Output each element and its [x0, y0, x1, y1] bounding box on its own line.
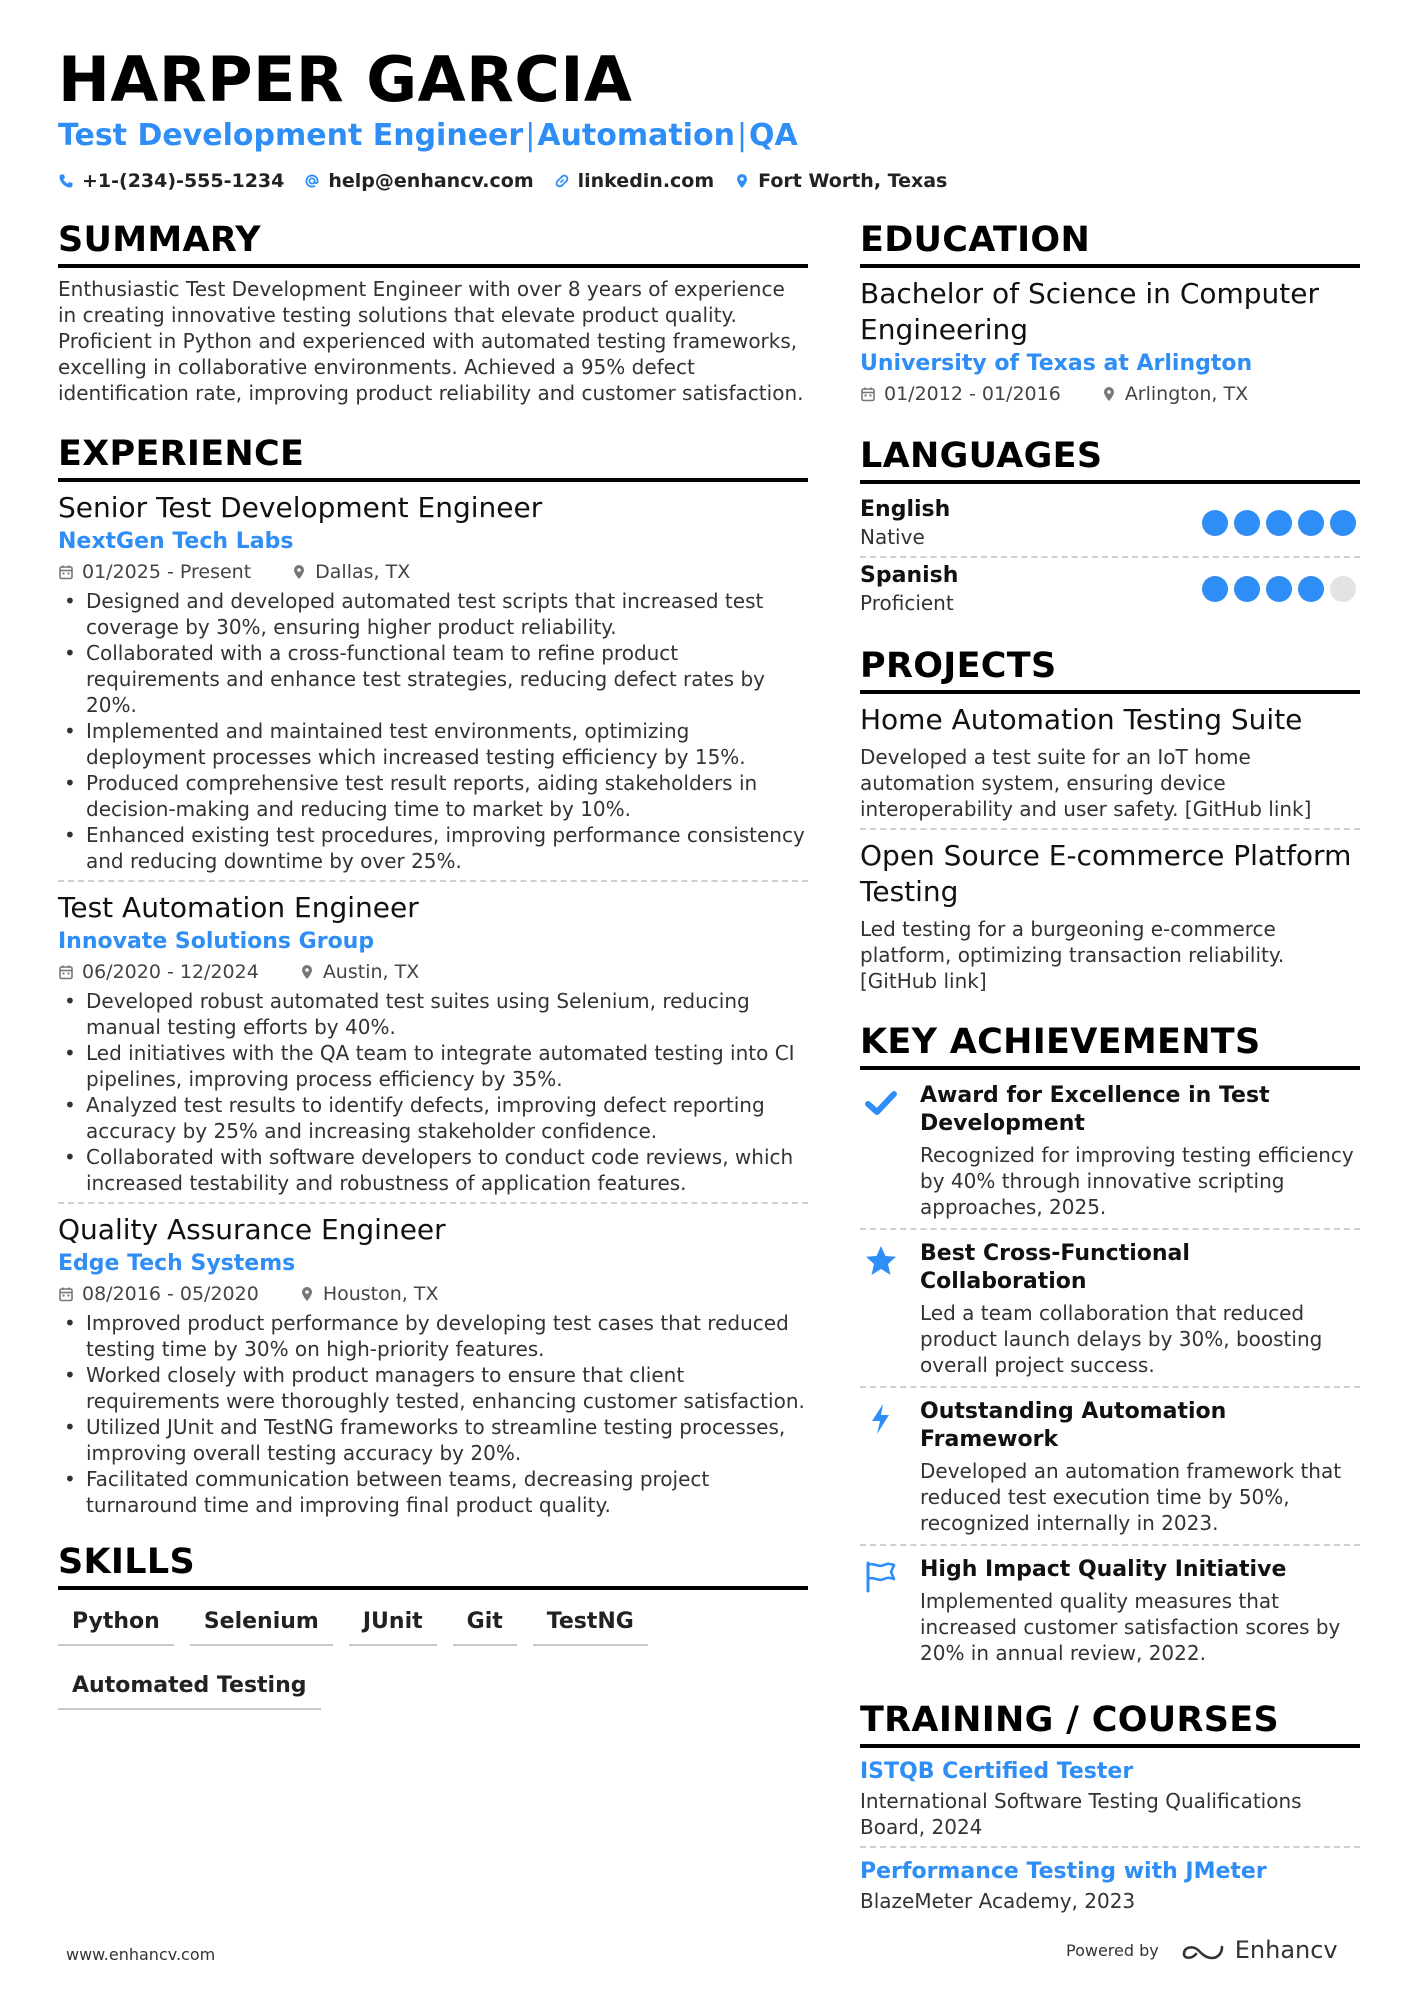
- company-name: Innovate Solutions Group: [58, 929, 375, 954]
- check-icon: [864, 1086, 898, 1120]
- headline-part: QA: [749, 118, 798, 153]
- link-icon: [554, 173, 570, 189]
- language-name: Spanish: [860, 563, 959, 588]
- job-location: [291, 558, 410, 586]
- location-pin-icon: [299, 964, 315, 980]
- achievement-item: [860, 1236, 1360, 1384]
- education-dates: [860, 380, 1061, 408]
- job-dates: [58, 958, 259, 986]
- enhancv-logo-icon: [1181, 1938, 1227, 1962]
- contact-location: [734, 168, 947, 194]
- project-title: Home Automation Testing Suite: [860, 703, 1303, 736]
- achievement-title: Outstanding Automation Framework: [920, 1399, 1227, 1452]
- skill-tag: Git: [453, 1598, 517, 1646]
- brand-logo[interactable]: [1181, 1936, 1338, 1964]
- skills-list: [58, 1598, 678, 1726]
- headline-part: Test Development Engineer: [58, 118, 524, 153]
- achievement-description: Implemented quality measures that increased customer satisfaction scores by 20% in annual review, 2022.: [920, 1589, 1341, 1665]
- experience-heading: EXPERIENCE: [58, 432, 808, 482]
- course-description: International Software Testing Qualifications Board, 2024: [860, 1789, 1302, 1839]
- skill-tag: Automated Testing: [58, 1662, 321, 1710]
- achievement-description: Developed an automation framework that reduced test execution time by 50%, recognized internally in 2023.: [920, 1459, 1342, 1535]
- project-title: Open Source E-commerce Platform Testing: [860, 839, 1352, 908]
- company-name: Edge Tech Systems: [58, 1251, 296, 1276]
- calendar-icon: [58, 1286, 74, 1302]
- location-text: Fort Worth, Texas: [758, 170, 948, 192]
- summary-text: Enthusiastic Test Development Engineer with over 8 years of experience in creating innovative testing solutions that elevate product quality. Proficient in Python and experienced with automated testing frameworks, excelling in collaborative environments. Achieved a 95% defect identification rate, improving product reliability and customer satisfaction.: [58, 277, 804, 405]
- bullet-item: • Enhanced existing test procedures, improving performance consistency and reducing downtime by over 25%.: [58, 822, 808, 874]
- skill-tag: TestNG: [533, 1598, 648, 1646]
- divider: [860, 1228, 1360, 1230]
- brand-name: Enhancv: [1234, 1936, 1338, 1964]
- course-title: Performance Testing with JMeter: [860, 1859, 1267, 1884]
- achievement-item: [860, 1078, 1360, 1226]
- education-location-text: Arlington, TX: [1124, 383, 1249, 405]
- summary-heading: SUMMARY: [58, 218, 808, 268]
- skill-tag: Python: [58, 1598, 174, 1646]
- achievement-description: Led a team collaboration that reduced product launch delays by 30%, boosting overall project success.: [920, 1301, 1323, 1377]
- rating-dot: [1298, 576, 1324, 602]
- achievement-item: [860, 1552, 1360, 1672]
- powered-by-text: Powered by: [1066, 1940, 1159, 1960]
- divider: [860, 1386, 1360, 1388]
- rating-dot: [1298, 510, 1324, 536]
- education-dates-text: 01/2012 - 01/2016: [884, 383, 1061, 405]
- achievement-description: Recognized for improving testing efficiency by 40% through innovative scripting approaches, 2025.: [920, 1143, 1354, 1219]
- headline-separator: |: [736, 118, 748, 153]
- achievement-title: Best Cross-Functional Collaboration: [920, 1241, 1190, 1294]
- experience-entry: [58, 1212, 808, 1518]
- skill-tag: Selenium: [190, 1598, 333, 1646]
- candidate-name: HARPER GARCIA: [58, 43, 633, 116]
- skill-tag: JUnit: [349, 1598, 437, 1646]
- contact-linkedin[interactable]: [554, 168, 715, 194]
- divider: [58, 1202, 808, 1204]
- right-column: [860, 218, 1360, 1914]
- language-level: Proficient: [860, 591, 954, 615]
- job-dates: [58, 1280, 259, 1308]
- course-description: BlazeMeter Academy, 2023: [860, 1889, 1136, 1913]
- contact-bar: [58, 168, 947, 194]
- lightning-icon: [864, 1402, 898, 1436]
- language-level: Native: [860, 525, 925, 549]
- skills-heading: SKILLS: [58, 1540, 808, 1590]
- language-rating: [1202, 510, 1356, 536]
- project-description: Led testing for a burgeoning e-commerce platform, optimizing transaction reliability. [GitHub link]: [860, 917, 1285, 993]
- job-dates-text: 06/2020 - 12/2024: [82, 961, 259, 983]
- bullet-item: • Analyzed test results to identify defects, improving defect reporting accuracy by 25% and increasing stakeholder confidence.: [58, 1092, 808, 1144]
- rating-dot: [1202, 576, 1228, 602]
- flag-icon: [864, 1560, 898, 1594]
- job-title: Quality Assurance Engineer: [58, 1213, 446, 1246]
- education-meta: [860, 380, 1360, 408]
- job-bullets: [58, 1310, 808, 1518]
- achievements-heading: KEY ACHIEVEMENTS: [860, 1020, 1360, 1070]
- footer-website[interactable]: www.enhancv.com: [66, 1945, 216, 1964]
- bullet-item: • Implemented and maintained test environments, optimizing deployment processes which increased testing efficiency by 15%.: [58, 718, 808, 770]
- headline-part: Automation: [537, 118, 735, 153]
- contact-email[interactable]: [304, 168, 533, 194]
- project-description: Developed a test suite for an IoT home automation system, ensuring device interoperability and user safety. [GitHub link]: [860, 745, 1312, 821]
- location-pin-icon: [291, 564, 307, 580]
- education-location: [1101, 380, 1248, 408]
- divider: [860, 1544, 1360, 1546]
- languages-heading: LANGUAGES: [860, 434, 1360, 484]
- job-location-text: Houston, TX: [322, 1283, 439, 1305]
- job-meta: [58, 558, 808, 586]
- location-pin-icon: [299, 1286, 315, 1302]
- job-title: Test Automation Engineer: [58, 891, 419, 924]
- email-text: help@enhancv.com: [328, 170, 534, 192]
- bullet-item: • Developed robust automated test suites using Selenium, reducing manual testing efforts by 40%.: [58, 988, 808, 1040]
- divider: [860, 1846, 1360, 1848]
- bullet-item: • Improved product performance by developing test cases that reduced testing time by 30% on high-priority features.: [58, 1310, 808, 1362]
- calendar-icon: [860, 386, 876, 402]
- achievement-title: Award for Excellence in Test Development: [920, 1083, 1270, 1136]
- language-item: [860, 558, 1360, 622]
- projects-heading: PROJECTS: [860, 644, 1360, 694]
- rating-dot: [1266, 576, 1292, 602]
- rating-dot: [1266, 510, 1292, 536]
- language-rating: [1202, 576, 1356, 602]
- training-heading: TRAINING / COURSES: [860, 1698, 1360, 1748]
- rating-dot: [1330, 510, 1356, 536]
- company-name: NextGen Tech Labs: [58, 529, 294, 554]
- job-location-text: Austin, TX: [322, 961, 420, 983]
- star-icon: [864, 1244, 898, 1278]
- headline-separator: |: [525, 118, 536, 153]
- location-pin-icon: [1101, 386, 1117, 402]
- job-dates: [58, 558, 251, 586]
- achievement-title: High Impact Quality Initiative: [920, 1557, 1287, 1582]
- rating-dot: [1202, 510, 1228, 536]
- headline: [58, 116, 798, 156]
- rating-dot: [1234, 510, 1260, 536]
- bullet-item: • Facilitated communication between teams, decreasing project turnaround time and improving final product quality.: [58, 1466, 808, 1518]
- job-dates-text: 01/2025 - Present: [82, 561, 252, 583]
- bullet-item: • Designed and developed automated test scripts that increased test coverage by 30%, ensuring higher product reliability.: [58, 588, 808, 640]
- phone-icon: [58, 173, 74, 189]
- contact-phone[interactable]: [58, 168, 284, 194]
- project-item: [860, 838, 1360, 994]
- left-column: [58, 218, 808, 1726]
- divider: [860, 828, 1360, 830]
- course-item: [860, 1856, 1360, 1914]
- job-meta: [58, 1280, 808, 1308]
- bullet-item: • Utilized JUnit and TestNG frameworks to streamline testing processes, improving overall testing accuracy by 20%.: [58, 1414, 808, 1466]
- course-item: [860, 1756, 1360, 1840]
- degree: Bachelor of Science in Computer Engineering: [860, 277, 1320, 346]
- job-meta: [58, 958, 808, 986]
- education-heading: EDUCATION: [860, 218, 1360, 268]
- language-name: English: [860, 497, 951, 522]
- achievement-item: [860, 1394, 1360, 1542]
- job-bullets: [58, 588, 808, 874]
- bullet-item: • Worked closely with product managers to ensure that client requirements were thoroughly tested, enhancing customer satisfaction.: [58, 1362, 808, 1414]
- divider: [58, 880, 808, 882]
- language-item: [860, 492, 1360, 556]
- experience-entry: [58, 890, 808, 1196]
- bullet-item: • Led initiatives with the QA team to integrate automated testing into CI pipelines, improving process efficiency by 35%.: [58, 1040, 808, 1092]
- rating-dot: [1234, 576, 1260, 602]
- linkedin-text: linkedin.com: [577, 170, 715, 192]
- job-location-text: Dallas, TX: [315, 561, 411, 583]
- bullet-item: • Collaborated with software developers to conduct code reviews, which increased testability and robustness of application features.: [58, 1144, 808, 1196]
- job-location: [299, 958, 419, 986]
- bullet-item: • Produced comprehensive test result reports, aiding stakeholders in decision-making and reducing time to market by 10%.: [58, 770, 808, 822]
- school-name: University of Texas at Arlington: [860, 351, 1253, 376]
- location-pin-icon: [734, 173, 750, 189]
- job-bullets: [58, 988, 808, 1196]
- job-title: Senior Test Development Engineer: [58, 491, 543, 524]
- course-title: ISTQB Certified Tester: [860, 1759, 1134, 1784]
- calendar-icon: [58, 564, 74, 580]
- at-icon: [304, 173, 320, 189]
- bullet-item: • Collaborated with a cross-functional team to refine product requirements and enhance test strategies, reducing defect rates by 20%.: [58, 640, 808, 718]
- rating-dot: [1330, 576, 1356, 602]
- job-dates-text: 08/2016 - 05/2020: [82, 1283, 259, 1305]
- calendar-icon: [58, 964, 74, 980]
- phone-text: +1-(234)-555-1234: [82, 170, 285, 192]
- experience-entry: [58, 490, 808, 874]
- project-item: [860, 702, 1360, 822]
- footer-branding: [1066, 1936, 1338, 1964]
- job-location: [299, 1280, 439, 1308]
